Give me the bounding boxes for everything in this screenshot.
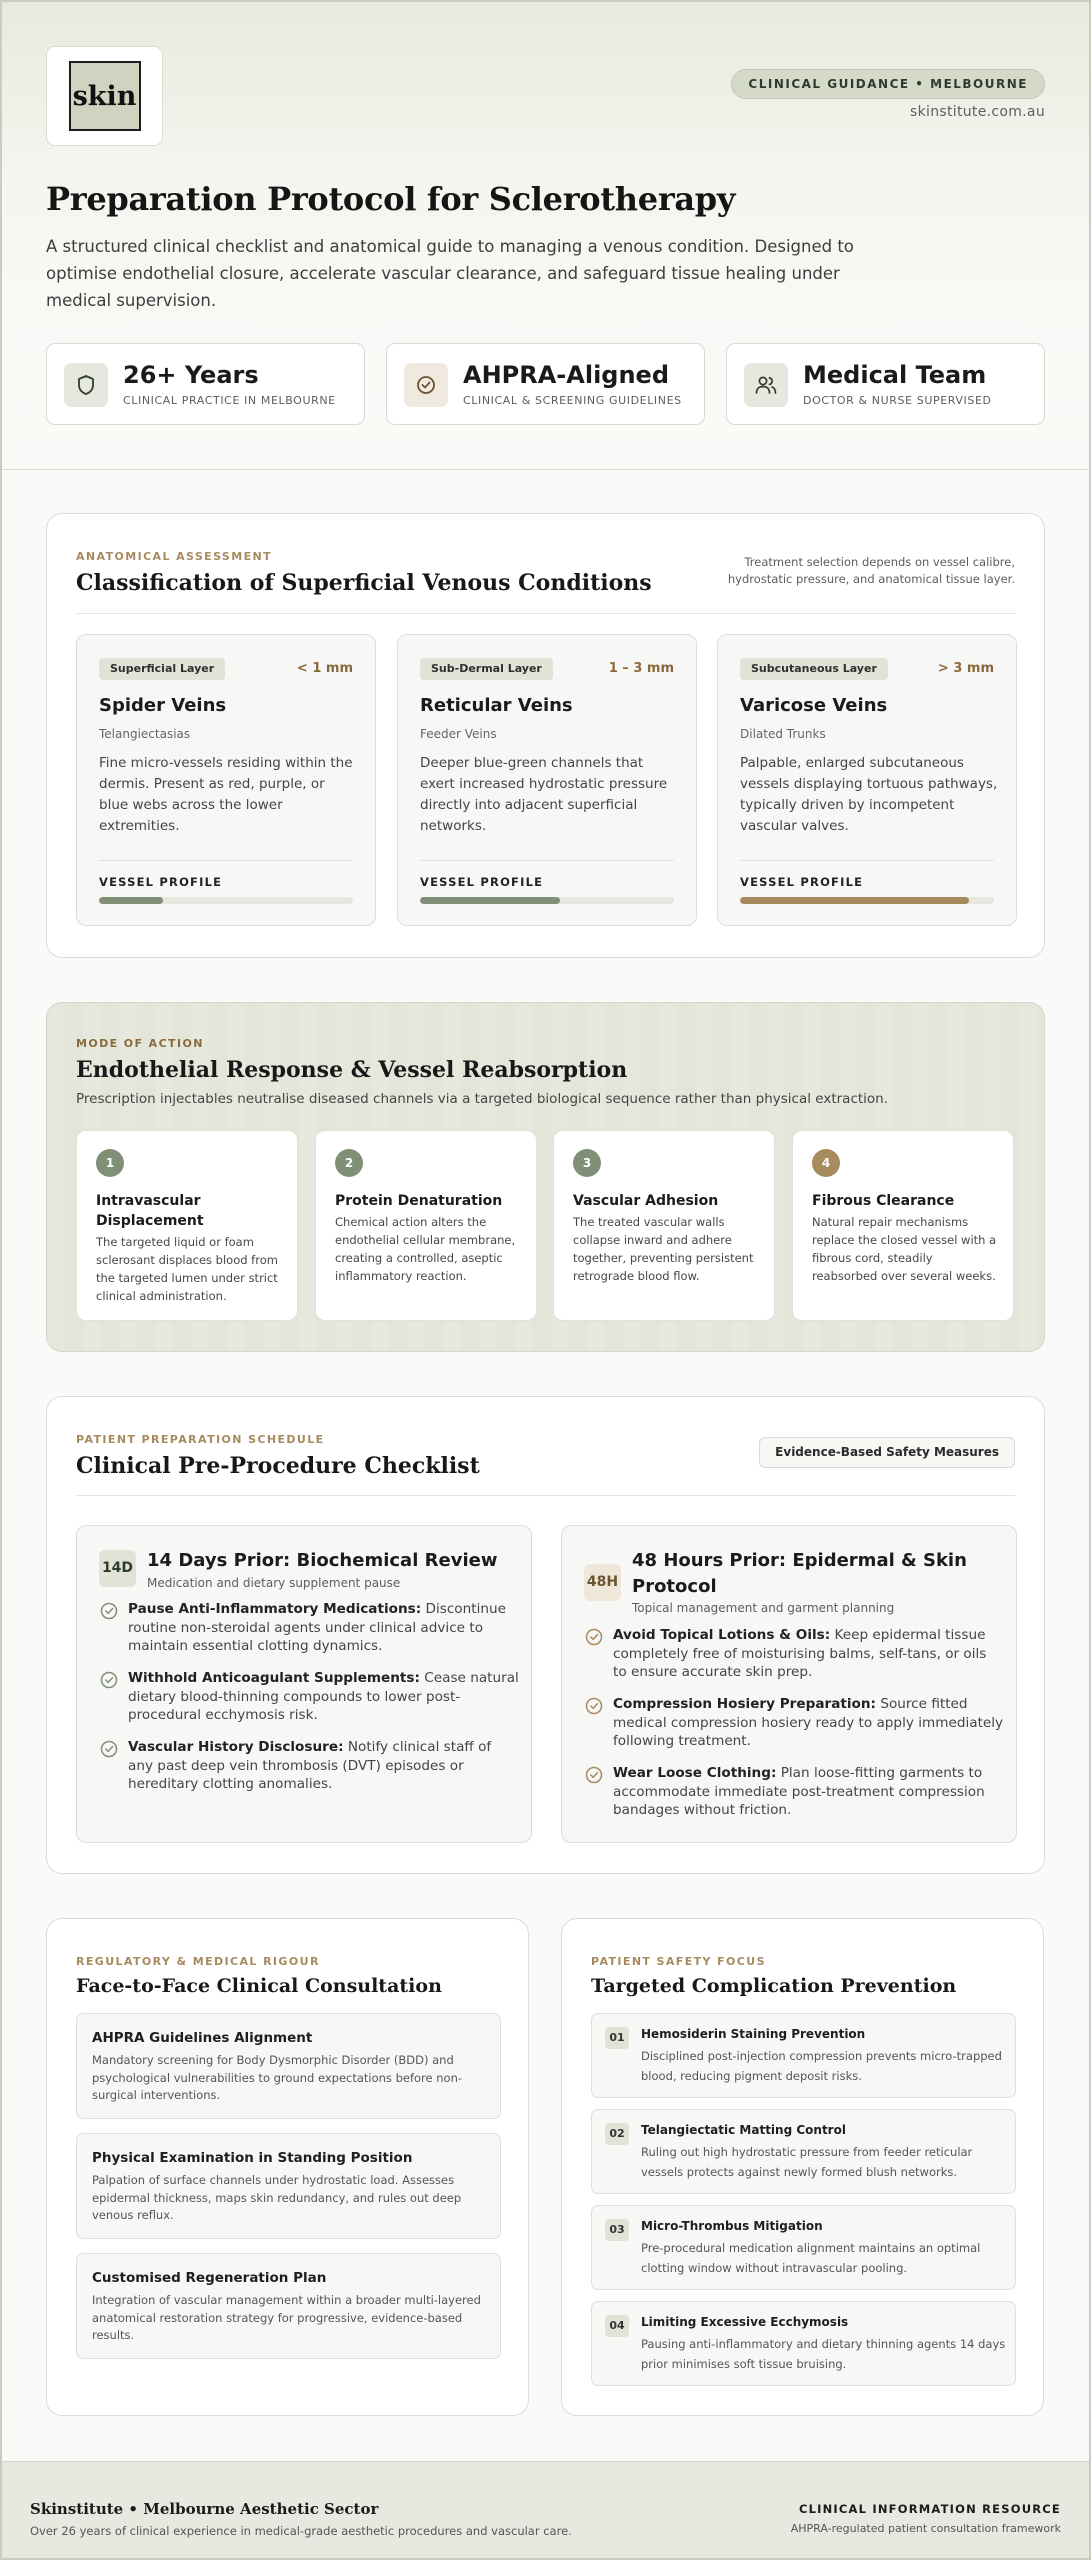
item-number: 01: [605, 2027, 629, 2049]
timeframe-badge: 14D: [99, 1550, 136, 1587]
page-footer: [0, 2461, 1091, 2560]
step-number: 1: [96, 1149, 124, 1177]
stat-label: CLINICAL PRACTICE IN MELBOURNE: [123, 394, 336, 407]
risk-item: [591, 2301, 1016, 2386]
vein-size: < 1 mm: [296, 661, 353, 676]
mode-of-action-section: [46, 1002, 1045, 1352]
item-title: Avoid Topical Lotions & Oils:: [613, 1627, 831, 1643]
footer-title: Skinstitute • Melbourne Aesthetic Sector: [30, 2500, 379, 2518]
stat-card-team: [726, 343, 1045, 425]
item-description: Pre-procedural medication alignment maintains an optimal clotting window without intravascular pooling.: [641, 2241, 981, 2275]
vein-name: Reticular Veins: [420, 695, 573, 716]
team-icon: [744, 363, 788, 407]
divider: [99, 860, 353, 861]
check-circle-icon: [404, 363, 448, 407]
step-card: [792, 1130, 1014, 1321]
classification-section: [46, 513, 1045, 958]
footer-resource-label: CLINICAL INFORMATION RESOURCE: [798, 2502, 1061, 2516]
vessel-profile-bar: [740, 897, 994, 904]
consultation-item: [76, 2133, 501, 2239]
section-note: Treatment selection depends on vessel calibre, hydrostatic pressure, and anatomical tissue layer.: [727, 555, 1015, 586]
vein-card-varicose: [717, 634, 1017, 926]
divider: [76, 1495, 1015, 1496]
item-title: Micro-Thrombus Mitigation: [641, 2219, 823, 2233]
check-circle-icon: [99, 1601, 119, 1621]
site-url[interactable]: skinstitute.com.au: [910, 104, 1045, 120]
item-text: Source fitted medical compression hosiery ready to apply immediately following treatment.: [613, 1696, 1004, 1749]
checklist-column-14-days: [76, 1525, 532, 1843]
checklist-item: [99, 1669, 519, 1725]
checklist-column-48-hours: [561, 1525, 1017, 1843]
step-title: Fibrous Clearance: [812, 1193, 955, 1209]
divider: [76, 613, 1015, 614]
check-circle-icon: [584, 1696, 604, 1716]
section-title: Face-to-Face Clinical Consultation: [76, 1975, 442, 1997]
item-description: Mandatory screening for Body Dysmorphic Disorder (BDD) and psychological vulnerabilities to ground expectations before non-surgical interventions.: [92, 2053, 463, 2102]
item-title: Pause Anti-Inflammatory Medications:: [128, 1601, 422, 1617]
step-card: [315, 1130, 537, 1321]
vessel-profile-label: VESSEL PROFILE: [99, 875, 223, 889]
item-title: AHPRA Guidelines Alignment: [92, 2030, 313, 2046]
stat-label: CLINICAL & SCREENING GUIDELINES: [463, 394, 682, 407]
vein-card-spider: [76, 634, 376, 926]
consultation-section: [46, 1918, 529, 2416]
check-circle-icon: [584, 1627, 604, 1647]
stat-label: DOCTOR & NURSE SUPERVISED: [803, 394, 992, 407]
vein-latin-name: Telangiectasias: [99, 727, 191, 741]
check-circle-icon: [99, 1670, 119, 1690]
vessel-profile-label: VESSEL PROFILE: [740, 875, 864, 889]
step-description: Chemical action alters the endothelial cellular membrane, creating a controlled, aseptic inflammatory reaction.: [335, 1215, 516, 1283]
section-title: Targeted Complication Prevention: [591, 1975, 957, 1997]
checklist-item: [99, 1600, 519, 1656]
item-title: Withhold Anticoagulant Supplements:: [128, 1670, 420, 1686]
risk-item: [591, 2109, 1016, 2194]
layer-badge: Subcutaneous Layer: [740, 658, 888, 680]
check-circle-icon: [99, 1739, 119, 1759]
section-eyebrow: REGULATORY & MEDICAL RIGOUR: [76, 1955, 320, 1968]
item-description: Integration of vascular management within a broader multi-layered anatomical restoration strategy for progressive, evidence-based results.: [92, 2293, 481, 2342]
item-number: 03: [605, 2219, 629, 2241]
item-title: Compression Hosiery Preparation:: [613, 1696, 876, 1712]
step-title: Vascular Adhesion: [573, 1193, 719, 1209]
vein-name: Varicose Veins: [740, 695, 888, 716]
checklist-item: [584, 1764, 1004, 1820]
column-subtitle: Medication and dietary supplement pause: [147, 1576, 401, 1590]
item-title: Wear Loose Clothing:: [613, 1765, 777, 1781]
stat-card-years: [46, 343, 365, 425]
risk-item: [591, 2205, 1016, 2290]
item-title: Vascular History Disclosure:: [128, 1739, 344, 1755]
step-description: The targeted liquid or foam sclerosant displaces blood from the targeted lumen under strict clinical administration.: [96, 1235, 278, 1303]
item-description: Disciplined post-injection compression prevents micro-trapped blood, reducing pigment deposit risks.: [641, 2049, 1002, 2083]
item-text: Discontinue routine non-steroidal agents under clinical advice to maintain essential clotting dynamics.: [128, 1601, 506, 1654]
clinical-guidance-tag: CLINICAL GUIDANCE • MELBOURNE: [731, 69, 1045, 99]
item-title: Telangiectatic Matting Control: [641, 2123, 846, 2137]
vein-size: > 3 mm: [937, 661, 994, 676]
stat-card-ahpra: [386, 343, 705, 425]
vessel-profile-bar: [420, 897, 674, 904]
timeframe-badge: 48H: [584, 1564, 621, 1601]
section-eyebrow: ANATOMICAL ASSESSMENT: [76, 550, 272, 563]
safety-section: [561, 1918, 1044, 2416]
step-card: [76, 1130, 298, 1321]
vein-latin-name: Dilated Trunks: [740, 727, 826, 741]
check-circle-icon: [584, 1765, 604, 1785]
step-description: Natural repair mechanisms replace the closed vessel with a fibrous cord, steadily reabsorbed over several weeks.: [812, 1215, 997, 1283]
step-description: The treated vascular walls collapse inward and adhere together, preventing persistent retrograde blood flow.: [573, 1215, 754, 1283]
logo[interactable]: [46, 46, 163, 146]
layer-badge: Sub-Dermal Layer: [420, 658, 553, 680]
vessel-profile-fill: [740, 897, 969, 904]
consultation-item: [76, 2013, 501, 2119]
item-title: Limiting Excessive Ecchymosis: [641, 2315, 849, 2329]
checklist-section: [46, 1396, 1045, 1874]
item-text: Notify clinical staff of any past deep vein thrombosis (DVT) episodes or hereditary clotting anomalies.: [128, 1739, 492, 1792]
vessel-profile-label: VESSEL PROFILE: [420, 875, 544, 889]
section-eyebrow: MODE OF ACTION: [76, 1037, 204, 1050]
stat-value: AHPRA-Aligned: [463, 361, 670, 389]
page-intro: A structured clinical checklist and anatomical guide to managing a venous condition. Designed to optimise endothelial closure, accelerate vascular clearance, and safeguard tissue healing under medical supervision.: [46, 237, 854, 310]
vein-description: Deeper blue-green channels that exert increased hydrostatic pressure directly into adjacent superficial networks.: [420, 755, 668, 834]
column-subtitle: Topical management and garment planning: [632, 1601, 895, 1615]
vessel-profile-bar: [99, 897, 353, 904]
vein-name: Spider Veins: [99, 695, 227, 716]
divider: [740, 860, 994, 861]
section-eyebrow: PATIENT PREPARATION SCHEDULE: [76, 1433, 325, 1446]
hero-header: [0, 0, 1091, 470]
section-subtitle: Prescription injectables neutralise diseased channels via a targeted biological sequence rather than physical extraction.: [76, 1091, 889, 1107]
section-title: Clinical Pre-Procedure Checklist: [76, 1453, 480, 1479]
divider: [420, 860, 674, 861]
page-title: Preparation Protocol for Sclerotherapy: [46, 180, 736, 218]
consultation-item: [76, 2253, 501, 2359]
column-title: 48 Hours Prior: Epidermal & Skin Protocol: [632, 1550, 967, 1597]
column-title: 14 Days Prior: Biochemical Review: [147, 1550, 498, 1571]
vein-size: 1 – 3 mm: [608, 661, 674, 676]
shield-icon: [64, 363, 108, 407]
step-number: 2: [335, 1149, 363, 1177]
item-title: Physical Examination in Standing Position: [92, 2150, 413, 2166]
stat-value: 26+ Years: [123, 361, 259, 389]
footer-resource-subtitle: AHPRA-regulated patient consultation framework: [790, 2522, 1061, 2535]
vessel-profile-fill: [420, 897, 560, 904]
vein-description: Palpable, enlarged subcutaneous vessels displaying tortuous pathways, typically driven by incompetent vascular valves.: [740, 755, 998, 834]
item-description: Pausing anti-inflammatory and dietary thinning agents 14 days prior minimises soft tissue bruising.: [641, 2337, 1006, 2371]
vein-latin-name: Feeder Veins: [420, 727, 497, 741]
step-title: Protein Denaturation: [335, 1193, 503, 1209]
item-text: Plan loose-fitting garments to accommodate immediate post-treatment compression bandages without friction.: [613, 1765, 985, 1818]
item-text: Keep epidermal tissue completely free of moisturising balms, self-tans, or oils to ensure accurate skin prep.: [613, 1627, 987, 1680]
checklist-item: [99, 1738, 519, 1794]
item-text: Cease natural dietary blood-thinning compounds to lower post-procedural ecchymosis risk.: [128, 1670, 519, 1723]
checklist-item: [584, 1626, 1004, 1682]
vein-description: Fine micro-vessels residing within the dermis. Present as red, purple, or blue webs across the lower extremities.: [99, 755, 353, 834]
evidence-based-badge: Evidence-Based Safety Measures: [759, 1437, 1015, 1468]
checklist-item: [584, 1695, 1004, 1751]
risk-item: [591, 2013, 1016, 2098]
vein-card-reticular: [397, 634, 697, 926]
layer-badge: Superficial Layer: [99, 658, 225, 680]
item-number: 04: [605, 2315, 629, 2337]
section-eyebrow: PATIENT SAFETY FOCUS: [591, 1955, 766, 1968]
step-title: Intravascular Displacement: [96, 1193, 204, 1229]
vessel-profile-fill: [99, 897, 163, 904]
item-description: Ruling out high hydrostatic pressure from feeder reticular vessels protects against newly formed blush networks.: [641, 2145, 973, 2179]
step-number: 3: [573, 1149, 601, 1177]
item-title: Hemosiderin Staining Prevention: [641, 2027, 866, 2041]
logo-mark: skin: [69, 61, 141, 131]
item-title: Customised Regeneration Plan: [92, 2270, 327, 2286]
item-number: 02: [605, 2123, 629, 2145]
item-description: Palpation of surface channels under hydrostatic load. Assesses epidermal thickness, maps skin redundancy, and rules out deep venous reflux.: [92, 2173, 462, 2222]
step-number: 4: [812, 1149, 840, 1177]
section-title: Classification of Superficial Venous Conditions: [76, 570, 652, 596]
footer-subtitle: Over 26 years of clinical experience in medical-grade aesthetic procedures and vascular care.: [30, 2524, 572, 2538]
step-card: [553, 1130, 775, 1321]
stat-value: Medical Team: [803, 361, 987, 389]
section-title: Endothelial Response & Vessel Reabsorption: [76, 1057, 628, 1083]
